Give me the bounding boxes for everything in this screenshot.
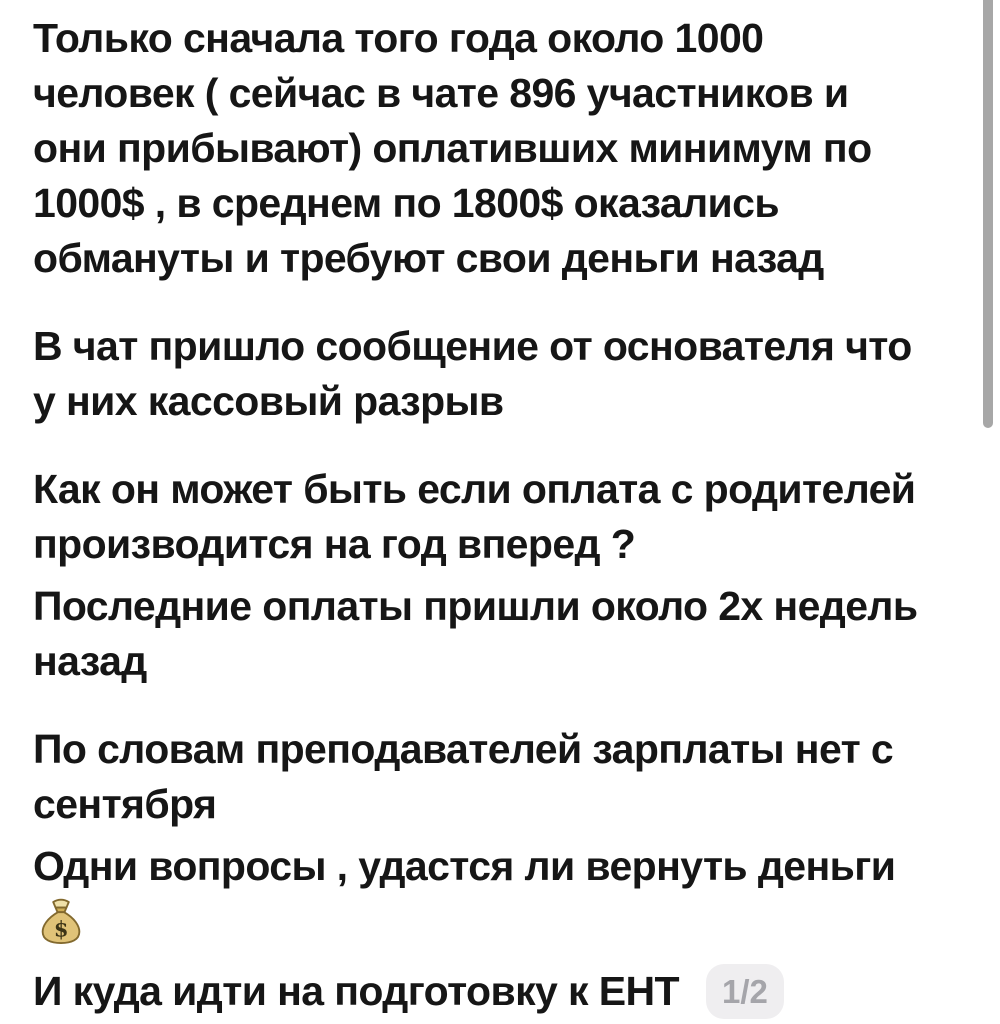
svg-text:$: $: [53, 915, 69, 941]
text-line: Последние оплаты пришли около 2х недель: [33, 583, 918, 629]
text-line: [33, 894, 968, 949]
text-line: Одни вопросы , удастся ли вернуть деньги: [33, 843, 896, 889]
text-line: Только сначала того года около 1000: [33, 15, 764, 61]
paragraph: [33, 722, 968, 832]
text-line: В чат пришло сообщение от основателя что: [33, 323, 912, 369]
text-line: они прибывают) оплативших минимум по: [33, 125, 872, 171]
text-line: обмануты и требуют свои деньги назад: [33, 235, 824, 281]
paragraph: [33, 964, 968, 1019]
text-line: назад: [33, 638, 147, 684]
paragraph: [33, 839, 968, 949]
text-line: сентября: [33, 781, 217, 827]
text-line: По словам преподавателей зарплаты нет с: [33, 726, 894, 772]
paragraph: [33, 11, 968, 286]
money-bag-emoji: [36, 894, 86, 946]
text-line: 1000$ , в среднем по 1800$ оказались: [33, 180, 779, 226]
text-line: Как он может быть если оплата с родителей: [33, 466, 916, 512]
page-indicator-badge: 1/2: [706, 964, 784, 1019]
paragraph: [33, 579, 968, 689]
text-line: у них кассовый разрыв: [33, 378, 504, 424]
text-line: человек ( сейчас в чате 896 участников и: [33, 70, 849, 116]
paragraph: [33, 319, 968, 429]
message-text: [33, 11, 968, 1019]
text-line: производится на год вперед ?: [33, 521, 636, 567]
text-line: И куда идти на подготовку к ЕНТ: [33, 968, 679, 1014]
scrollbar-thumb[interactable]: [983, 0, 993, 428]
paragraph: [33, 462, 968, 572]
